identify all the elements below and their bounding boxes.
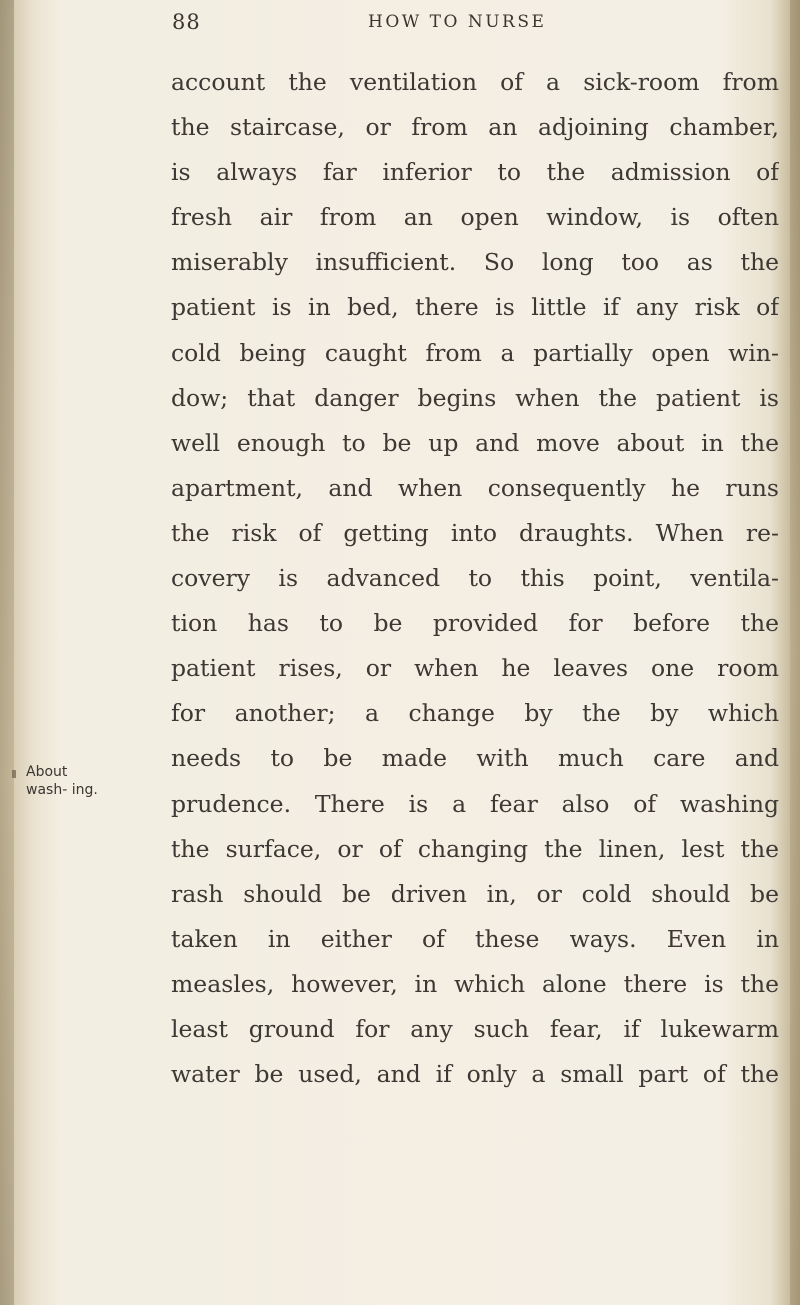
text-line: well enough to be up and move about in the: [171, 428, 779, 457]
text-line: the staircase, or from an adjoining chamber,: [171, 113, 779, 142]
marginal-note: About wash- ing.: [26, 764, 98, 798]
text-line: apartment, and when consequently he runs: [171, 473, 779, 502]
text-line: needs to be made with much care and: [171, 744, 779, 773]
text-line: taken in either of these ways. Even in: [171, 924, 779, 953]
text-line: dow; that danger begins when the patient is: [171, 383, 779, 412]
running-head: HOW TO NURSE: [368, 12, 547, 32]
text-line: the surface, or of changing the linen, lest the: [171, 834, 779, 863]
text-line: cold being caught from a partially open win-: [171, 338, 779, 367]
text-line: fresh air from an open window, is often: [171, 203, 779, 232]
text-line: miserably insufficient. So long too as the: [171, 248, 779, 277]
page-number: 88: [172, 10, 201, 34]
page-edge-shadow: [790, 0, 800, 1305]
text-line: prudence. There is a fear also of washing: [171, 789, 779, 818]
text-line: is always far inferior to the admission of: [171, 158, 779, 187]
text-line: tion has to be provided for before the: [171, 609, 779, 638]
text-line: measles, however, in which alone there is the: [171, 969, 779, 998]
text-line: account the ventilation of a sick-room from: [171, 68, 779, 96]
page-gutter-shadow: [0, 0, 14, 1305]
text-line: covery is advanced to this point, ventila-: [171, 564, 779, 593]
page-header: [0, 10, 800, 40]
text-line: rash should be driven in, or cold should be: [171, 879, 779, 908]
margin-mark: [12, 770, 16, 778]
text-line: patient rises, or when he leaves one room: [171, 654, 779, 683]
body-text: [171, 60, 779, 1097]
text-line: for another; a change by the by which: [171, 699, 779, 728]
text-line: water be used, and if only a small part of the: [171, 1060, 779, 1089]
text-line: patient is in bed, there is little if any risk of: [171, 293, 779, 322]
text-line: the risk of getting into draughts. When re-: [171, 518, 779, 547]
text-line: least ground for any such fear, if lukewarm: [171, 1014, 779, 1043]
